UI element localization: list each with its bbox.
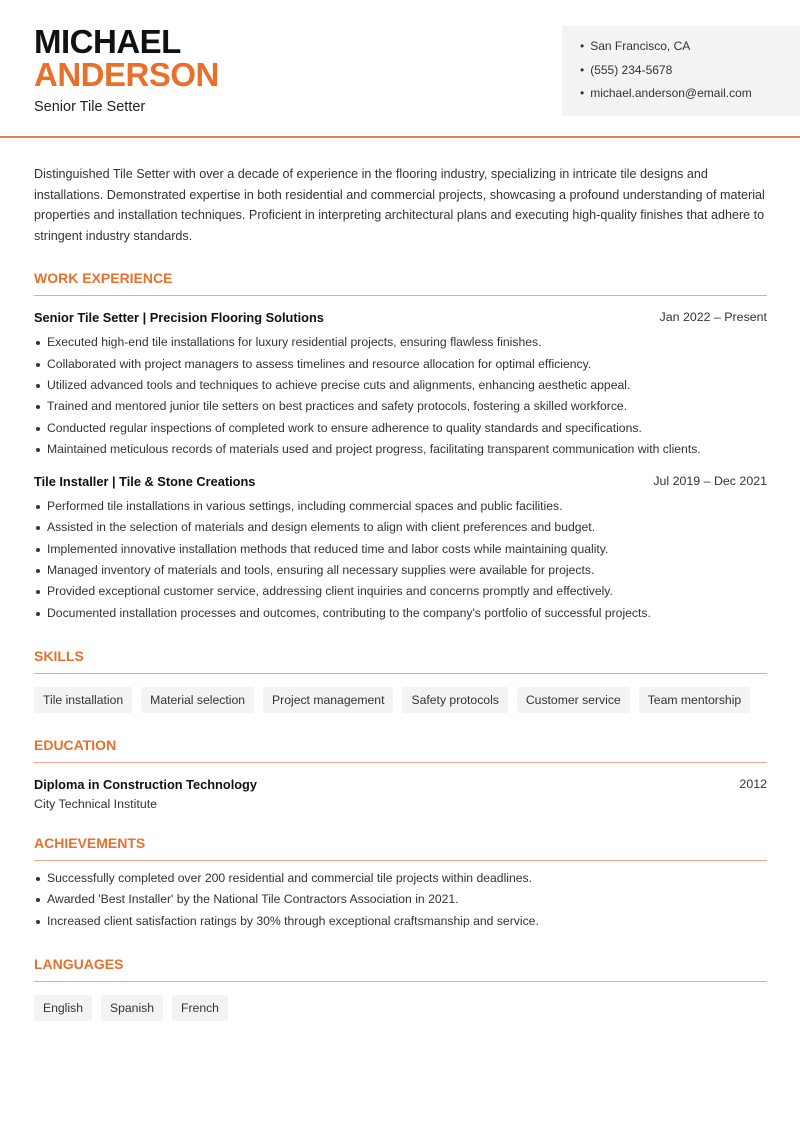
bullet-item: Performed tile installations in various settings, including commercial spaces and public facilities. [34,496,767,517]
contact-location: • San Francisco, CA [580,38,800,62]
skill-tag: Material selection [141,687,254,713]
achievement-item: Increased client satisfaction ratings by 30% through exceptional craftsmanship and service. [34,911,767,932]
section-heading-skills: SKILLS [34,648,767,674]
bullet-item: Documented installation processes and outcomes, contributing to the company's portfolio of successful projects. [34,603,767,624]
skill-tag: Safety protocols [402,687,507,713]
bullet-item: Trained and mentored junior tile setters on best practices and safety protocols, fostering a skilled workforce. [34,396,767,417]
job-header [34,310,767,325]
achievements-list [34,868,767,932]
job-header [34,474,767,489]
job-position: Tile Installer | Tile & Stone Creations [34,474,256,490]
bullet-item: Conducted regular inspections of completed work to ensure adherence to quality standards and specifications. [34,418,767,439]
contact-phone: • (555) 234-5678 [580,62,800,86]
bullet-item: Executed high-end tile installations for luxury residential projects, ensuring flawless finishes. [34,332,767,353]
skill-tag: Project management [263,687,393,713]
section-heading-languages: LANGUAGES [34,956,767,982]
section-heading-education: EDUCATION [34,737,767,763]
language-tag: Spanish [101,995,163,1021]
education-year: 2012 [739,776,767,791]
achievement-item: Awarded 'Best Installer' by the National Tile Contractors Association in 2021. [34,889,767,910]
first-name: MICHAEL [34,23,181,60]
languages-list [34,995,767,1021]
bullet-item: Maintained meticulous records of materials used and project progress, facilitating transparent communication with clients. [34,439,767,460]
degree: Diploma in Construction Technology [34,776,257,792]
school: City Technical Institute [34,796,158,811]
bullet-item: Managed inventory of materials and tools, ensuring all necessary supplies were available for projects. [34,560,767,581]
bullet-item: Utilized advanced tools and techniques to achieve precise cuts and alignments, enhancing aesthetic appeal. [34,375,767,396]
job-date: Jan 2022 – Present [659,310,767,325]
resume-header [0,0,800,138]
bullet-item: Implemented innovative installation methods that reduced time and labor costs while maintaining quality. [34,539,767,560]
job-bullets [34,332,767,460]
bullet-item: Assisted in the selection of materials and design elements to align with client preferences and budget. [34,517,767,538]
skill-tag: Team mentorship [639,687,750,713]
contact-box [562,26,800,116]
job-bullets [34,496,767,624]
achievement-item: Successfully completed over 200 residential and commercial tile projects within deadlines. [34,868,767,889]
education-entry [34,777,767,792]
language-tag: English [34,995,92,1021]
section-heading-achievements: ACHIEVEMENTS [34,835,767,861]
contact-email[interactable]: • michael.anderson@email.com [580,85,800,109]
skill-tag: Tile installation [34,687,132,713]
last-name: ANDERSON [34,56,219,93]
job-title: Senior Tile Setter [34,99,146,115]
language-tag: French [172,995,228,1021]
bullet-item: Collaborated with project managers to assess timelines and resource allocation for optimal efficiency. [34,354,767,375]
summary: Distinguished Tile Setter with over a decade of experience in the flooring industry, specializing in intricate tile designs and installations. Demonstrated expertise in both residential and commercial projects, showcasing a profound understanding of material properties and installation techniques. Proficient in interpreting architectural plans and executing high-quality finishes that adhere to stringent industry standards. [34,167,765,243]
bullet-item: Provided exceptional customer service, addressing client inquiries and concerns promptly and effectively. [34,581,767,602]
job-date: Jul 2019 – Dec 2021 [653,474,767,489]
job-position: Senior Tile Setter | Precision Flooring Solutions [34,310,324,326]
section-heading-work: WORK EXPERIENCE [34,270,767,296]
skill-tag: Customer service [517,687,630,713]
skills-list [34,687,767,713]
